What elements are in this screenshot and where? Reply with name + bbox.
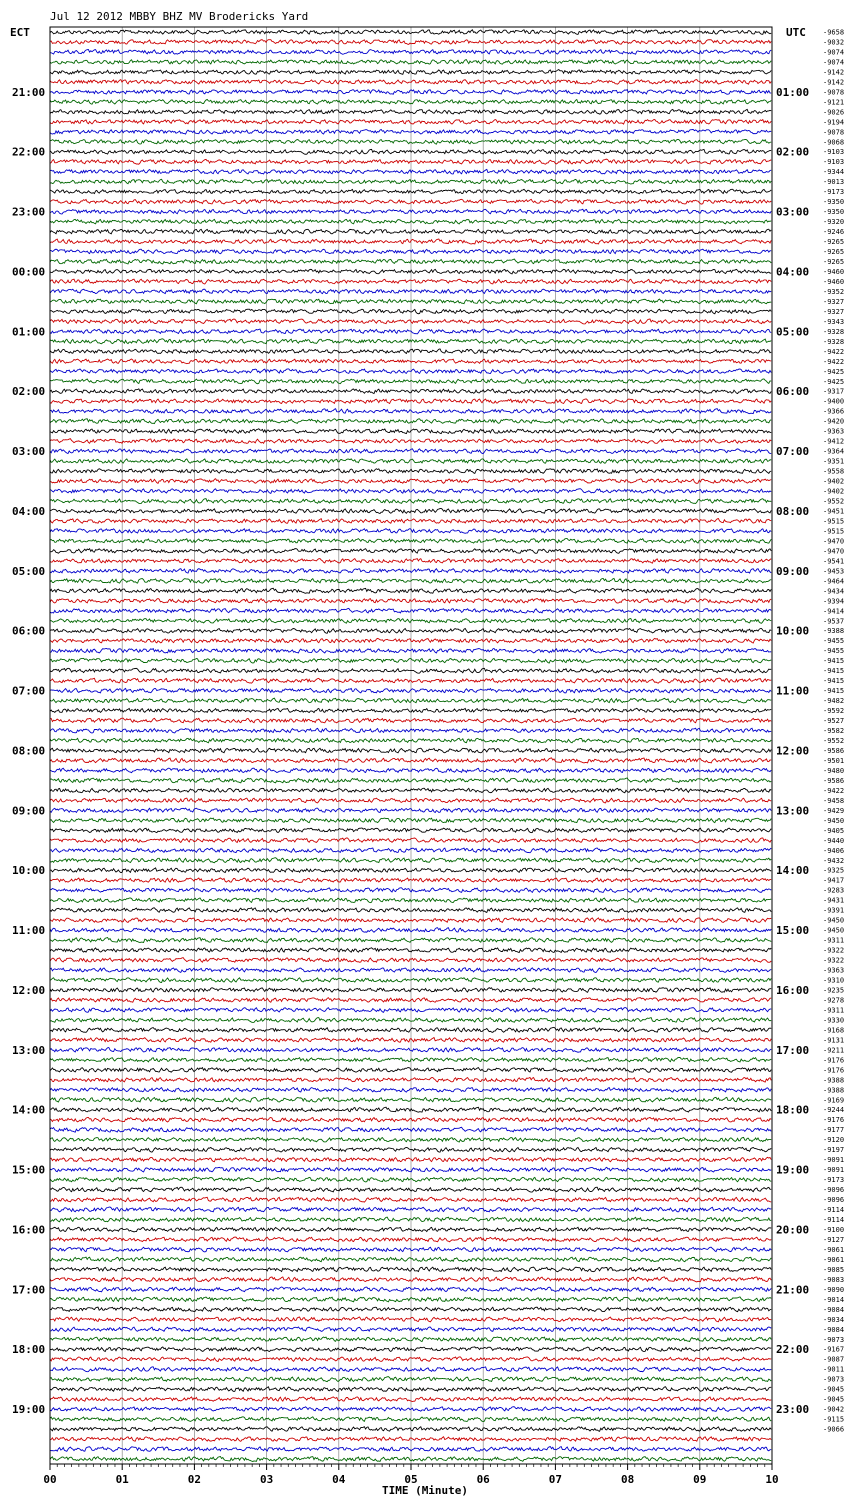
x-tick-label: 06 [476, 1473, 490, 1486]
trace-offset-label: -9211 [823, 1046, 845, 1055]
left-hour-label: 22:00 [12, 145, 46, 159]
right-hour-label: 09:00 [776, 564, 810, 578]
trace-offset-label: -9366 [823, 407, 845, 416]
left-hour-label: 06:00 [12, 624, 46, 638]
trace-offset-label: -9090 [823, 1285, 845, 1294]
trace-offset-label: -9586 [823, 747, 845, 755]
trace-offset-label: -9074 [823, 48, 845, 57]
right-hour-label: 04:00 [776, 265, 810, 279]
right-timezone-label: UTC [786, 26, 806, 39]
left-hour-label: 04:00 [12, 505, 46, 518]
trace-offset-label: -9103 [823, 158, 845, 167]
trace-offset-label: -9515 [823, 517, 845, 526]
x-tick-label: 09 [693, 1473, 707, 1486]
trace-offset-label: -9310 [823, 976, 845, 985]
trace-offset-label: -9100 [823, 1226, 845, 1234]
trace-offset-label: -9402 [823, 487, 845, 496]
trace-offset-label: -9431 [823, 896, 845, 905]
trace-offset-label: -9432 [823, 856, 845, 865]
trace-offset-label: -9406 [823, 846, 845, 855]
trace-offset-label: -9405 [823, 826, 845, 835]
trace-offset-label: -9420 [823, 417, 845, 426]
trace-offset-label: -9458 [823, 796, 845, 805]
trace-offset-label: -9073 [823, 1375, 845, 1384]
trace-offset-label: -9450 [823, 816, 845, 825]
left-hour-label: 23:00 [12, 205, 46, 219]
trace-offset-labels [823, 29, 844, 1434]
trace-offset-label: -9422 [823, 347, 845, 356]
trace-offset-label: -9364 [823, 447, 845, 456]
left-hour-label: 03:00 [12, 445, 46, 459]
trace-offset-label: -9246 [823, 228, 845, 237]
trace-offset-label: -9422 [823, 357, 845, 366]
trace-offset-label: -9078 [823, 88, 845, 97]
trace-offset-label: -9045 [823, 1395, 845, 1404]
right-hour-label: 12:00 [776, 744, 810, 758]
trace-offset-label: -9363 [823, 966, 845, 975]
trace-offset-label: -9061 [823, 1245, 845, 1254]
trace-offset-label: -9501 [823, 757, 845, 765]
right-hour-label: 02:00 [776, 145, 810, 159]
trace-offset-label: -9074 [823, 58, 845, 67]
right-hour-label: 19:00 [776, 1163, 810, 1177]
left-hour-label: 21:00 [12, 85, 46, 99]
trace-offset-label: -9350 [823, 208, 845, 217]
left-timezone-label: ECT [10, 26, 30, 39]
trace-offset-label: -9460 [823, 278, 845, 286]
trace-offset-label: -9451 [823, 507, 845, 516]
left-hour-label: 17:00 [12, 1283, 46, 1297]
trace-offset-label: -9045 [823, 1385, 845, 1394]
trace-offset-label: -9244 [823, 1106, 845, 1115]
trace-offset-label: -9096 [823, 1196, 845, 1205]
left-hour-label: 07:00 [12, 684, 46, 698]
x-tick-label: 10 [765, 1473, 779, 1486]
trace-offset-label: -9083 [823, 1275, 845, 1284]
trace-offset-label: -9142 [823, 68, 845, 77]
trace-offset-label: -9412 [823, 437, 845, 446]
trace-offset-label: -9032 [823, 38, 845, 47]
trace-offset-label: -9127 [823, 1236, 845, 1244]
left-hour-label: 10:00 [12, 864, 46, 878]
trace-offset-label: -9173 [823, 188, 845, 197]
trace-offset-label: -9114 [823, 1216, 845, 1224]
trace-offset-label: -9168 [823, 1026, 845, 1035]
trace-offset-label: -9311 [823, 1006, 845, 1015]
trace-offset-label: -9527 [823, 717, 845, 726]
trace-offset-label: -9061 [823, 1255, 845, 1264]
trace-offset-label: -9322 [823, 946, 845, 955]
left-hour-label: 02:00 [12, 385, 46, 399]
trace-offset-label: -9235 [823, 986, 845, 995]
trace-offset-label: -9327 [823, 307, 845, 316]
trace-offset-label: -9440 [823, 836, 845, 845]
x-tick-label: 00 [43, 1473, 57, 1486]
trace-offset-label: -9422 [823, 786, 845, 795]
trace-offset-label: -9541 [823, 557, 845, 566]
x-tick-label: 07 [548, 1473, 563, 1486]
right-hour-label: 20:00 [776, 1223, 810, 1237]
trace-offset-label: -9265 [823, 258, 845, 266]
trace-offset-label: -9085 [823, 1265, 845, 1274]
trace-offset-label: -9552 [823, 737, 845, 745]
trace-offset-label: -9073 [823, 1335, 845, 1344]
x-tick-label: 04 [332, 1473, 346, 1486]
trace-offset-label: -9480 [823, 766, 845, 775]
x-tick-label: 03 [259, 1473, 274, 1486]
trace-offset-label: -9177 [823, 1126, 845, 1135]
trace-offset-label: -9425 [823, 367, 845, 376]
trace-offset-label: -9131 [823, 1036, 845, 1045]
trace-offset-label: -9415 [823, 687, 845, 696]
trace-offset-label: -9470 [823, 537, 845, 546]
trace-offset-label: -9415 [823, 667, 845, 676]
trace-offset-label: -9317 [823, 387, 845, 396]
trace-offset-label: -9658 [823, 28, 845, 37]
trace-offset-label: -9327 [823, 297, 845, 306]
trace-offset-label: -9084 [823, 1325, 845, 1334]
trace-offset-label: -9400 [823, 397, 845, 406]
trace-offset-label: -9091 [823, 1166, 845, 1175]
x-tick-label: 08 [620, 1473, 635, 1486]
trace-offset-label: -9330 [823, 1016, 845, 1025]
trace-offset-label: -9388 [823, 1076, 845, 1085]
left-hour-label: 08:00 [12, 744, 46, 758]
right-hour-label: 05:00 [776, 325, 810, 339]
trace-offset-label: -9455 [823, 647, 845, 656]
left-hour-label: 16:00 [12, 1223, 46, 1237]
trace-offset-label: -9265 [823, 238, 845, 247]
right-hour-label: 15:00 [776, 924, 810, 938]
right-hour-label: 03:00 [776, 205, 810, 219]
left-hour-label: 15:00 [12, 1163, 46, 1177]
right-hour-label: 13:00 [776, 804, 810, 818]
right-hour-label: 17:00 [776, 1043, 810, 1057]
trace-offset-label: -9078 [823, 128, 845, 137]
trace-offset-label: -9194 [823, 118, 845, 127]
left-hour-label: 12:00 [12, 984, 46, 997]
trace-offset-label: -9352 [823, 287, 845, 296]
trace-offset-label: -9515 [823, 527, 845, 536]
trace-offset-label: -9011 [823, 1365, 845, 1374]
trace-offset-label: -9350 [823, 198, 845, 207]
trace-offset-label: -9415 [823, 657, 845, 666]
trace-offset-label: -9344 [823, 168, 845, 177]
trace-offset-label: -9176 [823, 1056, 845, 1065]
trace-offset-label: -9363 [823, 427, 845, 436]
left-hour-label: 09:00 [12, 804, 46, 818]
trace-offset-label: -9592 [823, 707, 845, 716]
trace-offset-label: -9464 [823, 577, 845, 586]
right-hour-label: 11:00 [776, 684, 810, 698]
trace-offset-label: -9325 [823, 866, 845, 875]
trace-offset-label: -9450 [823, 916, 845, 925]
trace-offset-label: -9460 [823, 268, 845, 276]
right-hour-label: 23:00 [776, 1403, 810, 1417]
right-hour-label: 18:00 [776, 1103, 810, 1117]
trace-offset-label: -9394 [823, 597, 845, 606]
left-hour-label: 13:00 [12, 1043, 46, 1057]
right-hour-label: 10:00 [776, 624, 810, 638]
trace-offset-label: -9455 [823, 637, 845, 646]
trace-offset-label: -9388 [823, 1086, 845, 1095]
trace-offset-label: -9343 [823, 317, 845, 326]
trace-offset-label: -9586 [823, 776, 845, 785]
trace-offset-label: -9197 [823, 1146, 845, 1155]
right-hour-label: 21:00 [776, 1283, 810, 1297]
trace-offset-label: -9328 [823, 327, 845, 336]
trace-offset-label: -9450 [823, 926, 845, 935]
trace-offset-label: -9320 [823, 218, 845, 227]
x-tick-label: 02 [187, 1473, 202, 1486]
trace-offset-label: -9173 [823, 1176, 845, 1185]
left-hour-label: 11:00 [12, 924, 46, 938]
trace-offset-label: -9169 [823, 1096, 845, 1105]
trace-offset-label: -9120 [823, 1136, 845, 1145]
trace-offset-label: -9087 [823, 1355, 845, 1364]
trace-offset-label: -9351 [823, 457, 845, 466]
x-tick-label: 05 [404, 1473, 418, 1486]
left-hour-label: 18:00 [12, 1343, 46, 1357]
left-hour-label: 05:00 [12, 564, 46, 578]
trace-offset-label: -9311 [823, 936, 845, 945]
right-hour-label: 16:00 [776, 984, 810, 997]
trace-offset-label: -9429 [823, 806, 845, 815]
trace-offset-label: -9115 [823, 1415, 845, 1424]
left-hour-label: 19:00 [12, 1403, 46, 1417]
x-tick-label: 01 [115, 1473, 129, 1486]
trace-offset-label: -9114 [823, 1206, 845, 1214]
trace-offset-label: -9283 [823, 886, 845, 895]
trace-offset-label: -9328 [823, 337, 845, 346]
trace-offset-label: -9176 [823, 1066, 845, 1075]
trace-offset-label: -9034 [823, 1315, 845, 1324]
trace-offset-label: -9552 [823, 497, 845, 506]
left-hour-label: 01:00 [12, 325, 46, 339]
trace-offset-label: -9417 [823, 876, 845, 885]
trace-offset-label: -9414 [823, 607, 845, 616]
trace-offset-label: -9434 [823, 587, 845, 596]
trace-offset-label: -9482 [823, 697, 845, 706]
trace-offset-label: -9042 [823, 1405, 845, 1414]
trace-offset-label: -9391 [823, 906, 845, 915]
trace-offset-label: -9026 [823, 108, 845, 117]
right-hour-label: 01:00 [776, 85, 810, 99]
trace-offset-label: -9091 [823, 1156, 845, 1165]
trace-offset-label: -9537 [823, 617, 845, 626]
trace-offset-label: -9388 [823, 627, 845, 636]
trace-offset-label: -9558 [823, 467, 845, 476]
trace-offset-label: -9470 [823, 547, 845, 556]
left-hour-label: 14:00 [12, 1103, 46, 1117]
trace-offset-label: -9103 [823, 148, 845, 157]
right-hour-label: 14:00 [776, 864, 810, 878]
trace-offset-label: -9415 [823, 677, 845, 686]
trace-offset-label: -9096 [823, 1186, 845, 1195]
trace-offset-label: -9453 [823, 567, 845, 576]
trace-offset-label: -9068 [823, 138, 845, 147]
right-hour-label: 06:00 [776, 385, 810, 399]
chart-title: Jul 12 2012 MBBY BHZ MV Brodericks Yard [50, 10, 309, 23]
trace-offset-label: -9014 [823, 1295, 845, 1304]
trace-offset-label: -9265 [823, 248, 845, 256]
trace-offset-label: -9176 [823, 1116, 845, 1125]
trace-offset-label: -9084 [823, 1305, 845, 1314]
trace-offset-label: -9425 [823, 377, 845, 386]
trace-offset-label: -9402 [823, 477, 845, 486]
trace-offset-label: -9121 [823, 98, 845, 107]
trace-offset-label: -9066 [823, 1425, 845, 1434]
left-hour-label: 00:00 [12, 265, 46, 279]
right-hour-label: 07:00 [776, 445, 810, 459]
trace-offset-label: -9322 [823, 956, 845, 965]
x-axis-label: TIME (Minute) [381, 1484, 469, 1497]
right-hour-label: 08:00 [776, 505, 810, 518]
trace-offset-label: -9582 [823, 727, 845, 735]
trace-offset-label: -9013 [823, 178, 845, 187]
right-hour-label: 22:00 [776, 1343, 810, 1357]
trace-offset-label: -9167 [823, 1345, 845, 1354]
trace-offset-label: -9142 [823, 78, 845, 87]
trace-offset-label: -9278 [823, 996, 845, 1005]
